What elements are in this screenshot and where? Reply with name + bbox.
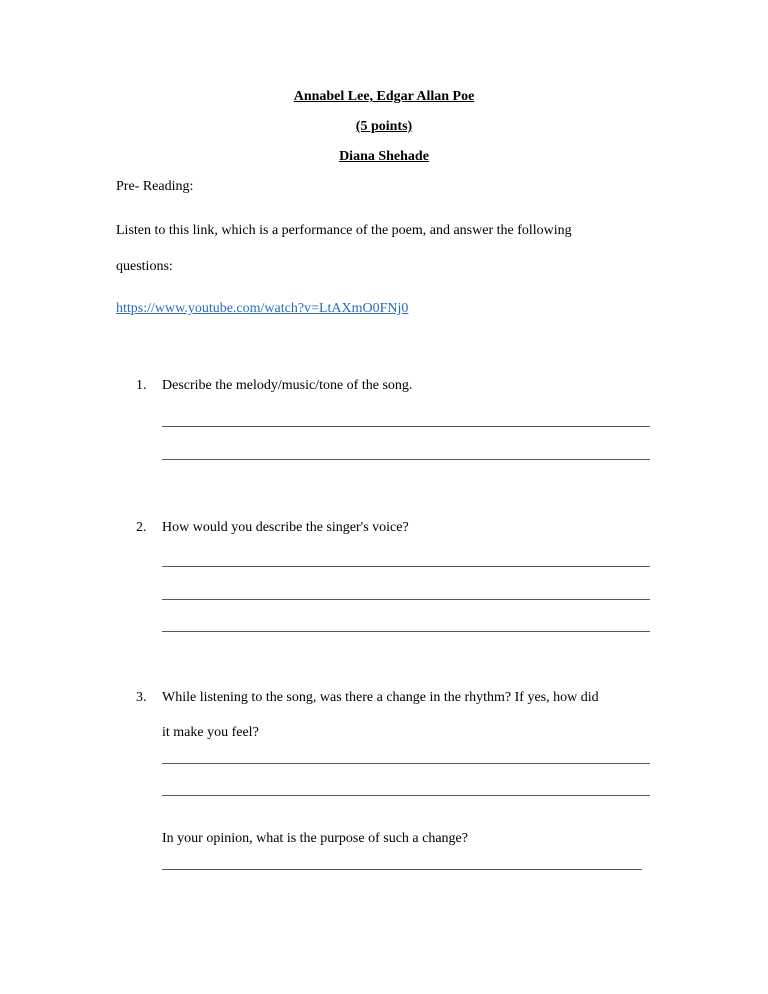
question-2	[136, 519, 409, 537]
answer-line[interactable]	[162, 763, 650, 764]
question-text: While listening to the song, was there a change in the rhythm? If yes, how did	[162, 690, 599, 705]
answer-line[interactable]	[162, 599, 650, 600]
instruction-line-2: questions:	[116, 259, 173, 274]
answer-line[interactable]	[162, 795, 650, 796]
question-number: 1.	[136, 378, 147, 393]
question-3-continued: it make you feel?	[162, 725, 259, 740]
question-number: 2.	[136, 520, 147, 535]
answer-line[interactable]	[162, 459, 650, 460]
question-text: How would you describe the singer's voice?	[162, 520, 409, 535]
points-label: (5 points)	[355, 119, 413, 134]
answer-line[interactable]	[162, 566, 650, 567]
question-number: 3.	[136, 690, 147, 705]
instruction-line-1: Listen to this link, which is a performance of the poem, and answer the following	[116, 223, 572, 238]
followup-question: In your opinion, what is the purpose of such a change?	[162, 831, 468, 846]
author-name: Diana Shehade	[339, 149, 429, 164]
document-title: Annabel Lee, Edgar Allan Poe	[293, 89, 475, 104]
question-3	[136, 689, 599, 707]
youtube-link[interactable]: https://www.youtube.com/watch?v=LtAXmO0FNj0	[116, 301, 409, 316]
answer-line[interactable]	[162, 426, 650, 427]
answer-line[interactable]	[162, 869, 642, 870]
pre-reading-label: Pre- Reading:	[116, 179, 194, 194]
question-1	[136, 377, 412, 395]
question-text: Describe the melody/music/tone of the song.	[162, 378, 413, 393]
answer-line[interactable]	[162, 631, 650, 632]
